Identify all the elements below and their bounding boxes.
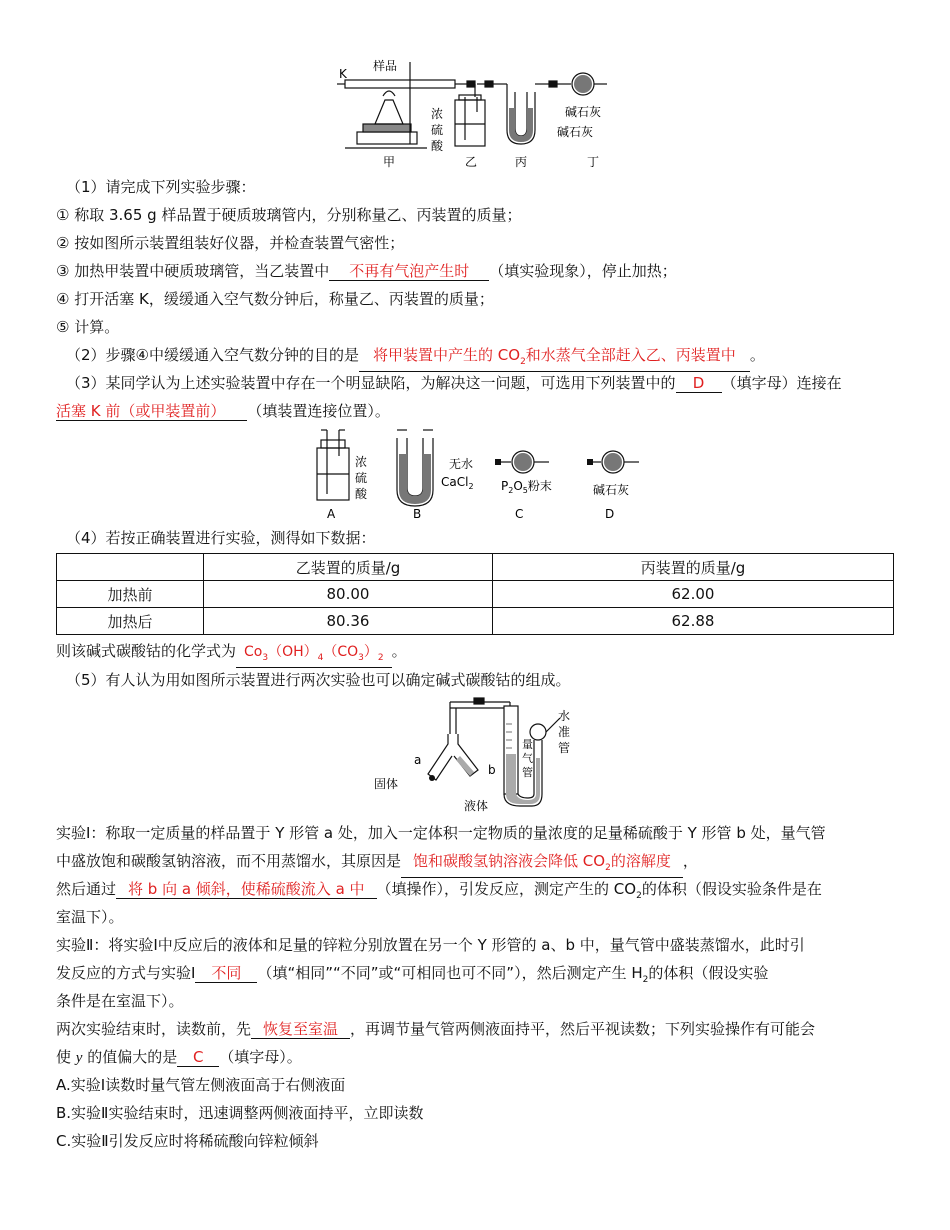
label-soda-lime-2: 碱石灰 <box>557 125 594 139</box>
exp1-l2-pre: 中盛放饱和碳酸氢钠溶液，而不用蒸馏水，其原因是 <box>56 852 402 870</box>
table-cell: 62.00 <box>493 581 894 608</box>
fig2-d-label: 碱石灰 <box>593 483 630 497</box>
q4-formula-answer[interactable] <box>236 643 392 668</box>
table-header-cell: 乙装置的质量/g <box>204 554 493 581</box>
fig2-c-label-powder: 粉末 <box>527 479 552 493</box>
caption-bing: 丙 <box>515 155 528 169</box>
exp1-answer-1-b: 的溶解度 <box>610 852 671 870</box>
fig2-c-label-o: O <box>513 479 523 493</box>
fig2-a-label-2: 硫 <box>355 471 368 485</box>
formula-oh: （OH） <box>268 644 318 660</box>
final-line-2 <box>56 1047 302 1068</box>
mass-data-table <box>56 553 894 635</box>
exp1-line-4: 室温下）。 <box>56 908 124 926</box>
q3-pre: （3）某同学认为上述实验装置中存在一个明显缺陷，为解决这一问题，可选用下列装置中的 <box>66 374 676 392</box>
option-a: A.实验Ⅰ读数时量气管左侧液面高于右侧液面 <box>56 1076 346 1094</box>
caption-ding: 丁 <box>587 155 600 169</box>
exp2-l2-mid: （填“相同”“不同”或“可相同也可不同”），然后测定产生 H <box>257 964 643 982</box>
q5-heading: （5）有人认为用如图所示装置进行两次实验也可以确定碱式碳酸钴的组成。 <box>66 671 571 689</box>
q3-answer-2[interactable]: 活塞 K 前（或甲装置前） <box>56 402 247 421</box>
fig3-label-level-3: 管 <box>558 741 571 755</box>
exp1-line-2 <box>56 851 698 878</box>
final-answer-2[interactable]: C <box>177 1048 219 1067</box>
q2-line <box>66 345 765 372</box>
formula-close: ） <box>363 644 378 660</box>
final-l1-post: ，再调节量气管两侧液面持平，然后平视读数；下列实验操作有可能会 <box>350 1020 816 1038</box>
fig2-a-label-3: 酸 <box>355 487 368 501</box>
final-line-1 <box>56 1019 815 1039</box>
q3-mid: （填字母）连接在 <box>721 374 842 392</box>
fig2-caption-b: B <box>413 507 422 521</box>
fig2-caption-a: A <box>327 507 336 521</box>
fig3-label-solid: 固体 <box>374 777 399 791</box>
label-k: K <box>339 67 347 81</box>
table-header-cell: 丙装置的质量/g <box>493 554 894 581</box>
q4-formula-line <box>56 641 407 668</box>
formula-sub-3: 3 <box>358 652 364 663</box>
fig2-a-label-1: 浓 <box>355 455 368 469</box>
q2-answer-b: 和水蒸气全部赶入乙、丙装置中 <box>525 346 736 364</box>
fig2-caption-d: D <box>605 507 615 521</box>
exp2-line-1: 实验Ⅱ：将实验Ⅰ中反应后的液体和足量的锌粒分别放置在另一个 Y 形管的 a、b 中，量气管中盛装蒸馏水，此时引 <box>56 936 805 954</box>
q3-post: （填装置连接位置）。 <box>247 402 390 420</box>
exp1-l3-post: 的体积（假设实验条件是在 <box>641 880 822 898</box>
q1-step-3-pre: ③ 加热甲装置中硬质玻璃管，当乙装置中 <box>56 262 330 280</box>
exp1-l3-sub: 2 <box>636 891 642 901</box>
label-sample: 样品 <box>373 59 398 73</box>
fig2-b-label-1: 无水 <box>449 457 474 471</box>
option-c: C.实验Ⅱ引发反应时将稀硫酸向锌粒倾斜 <box>56 1132 319 1150</box>
final-variable-y: y <box>75 1050 83 1066</box>
fig2-c-label <box>501 478 552 495</box>
fig2-c-label-sub-2: 5 <box>522 486 528 495</box>
table-cell: 80.00 <box>204 581 493 608</box>
fig3-label-liquid: 液体 <box>464 799 489 813</box>
formula-sub-1: 3 <box>262 652 269 663</box>
label-soda-lime-1: 碱石灰 <box>565 105 602 119</box>
q1-step-5: ⑤ 计算。 <box>56 318 120 336</box>
formula-sub-2: 4 <box>317 652 324 663</box>
exp2-l2-pre: 发反应的方式与实验Ⅰ <box>56 964 196 982</box>
fig3-label-level-1: 水 <box>558 709 571 723</box>
fig3-label-b: b <box>488 763 496 777</box>
fig2-b-label-2-sub: 2 <box>468 482 474 491</box>
table-row <box>57 608 894 635</box>
q3-line-2 <box>56 401 390 421</box>
caption-jia: 甲 <box>383 155 396 169</box>
fig2-c-label-p: P <box>501 479 509 493</box>
q1-heading: （1）请完成下列实验步骤： <box>66 178 256 196</box>
table-header-row <box>57 554 894 581</box>
exp1-l3-pre: 然后通过 <box>56 880 117 898</box>
exp1-l2-post: ， <box>682 852 698 870</box>
exp1-answer-1-sub: 2 <box>605 863 611 873</box>
apparatus-figure-2 <box>305 426 645 522</box>
q2-pre: （2）步骤④中缓缓通入空气数分钟的目的是 <box>66 346 359 364</box>
fig3-label-gas-1: 量 <box>522 738 533 751</box>
fig2-b-label-2 <box>441 475 474 491</box>
q1-step-4: ④ 打开活塞 K，缓缓通入空气数分钟后，称量乙、丙装置的质量； <box>56 290 494 308</box>
exp1-l3-mid: （填操作），引发反应，测定产生的 CO <box>376 880 637 898</box>
fig3-label-level-2: 准 <box>558 725 571 739</box>
final-l2-mid: 的值偏大的是 <box>82 1048 178 1066</box>
apparatus-figure-3 <box>370 694 590 816</box>
table-header-cell <box>57 554 204 581</box>
formula-co: Co <box>244 644 263 660</box>
final-l1-pre: 两次实验结束时，读数前，先 <box>56 1020 252 1038</box>
q1-step-2: ② 按如图所示装置组装好仪器，并检查装置气密性； <box>56 234 405 252</box>
exp1-line-3 <box>56 879 822 906</box>
table-row <box>57 581 894 608</box>
q1-step-3 <box>56 261 677 281</box>
q1-step-1: ① 称取 3.65 g 样品置于硬质玻璃管内，分别称量乙、丙装置的质量； <box>56 206 522 224</box>
table-cell: 加热后 <box>57 608 204 635</box>
table-cell: 80.36 <box>204 608 493 635</box>
final-answer-1[interactable]: 恢复至室温 <box>251 1020 350 1039</box>
label-acid-2: 硫 <box>431 123 444 137</box>
q2-answer[interactable] <box>359 346 750 372</box>
table-cell: 加热前 <box>57 581 204 608</box>
apparatus-figure-1 <box>335 52 625 172</box>
exp2-answer[interactable]: 不同 <box>195 964 257 983</box>
formula-sub-4: 2 <box>377 652 384 663</box>
exp2-line-3: 条件是在室温下）。 <box>56 992 184 1010</box>
formula-co3: （CO <box>323 644 359 660</box>
fig2-caption-c: C <box>515 507 524 521</box>
exp2-l2-post: 的体积（假设实验 <box>648 964 769 982</box>
fig3-label-a: a <box>414 753 422 767</box>
q3-line-1 <box>66 373 842 393</box>
fig3-label-gas-2: 气 <box>522 752 533 765</box>
fig2-c-label-sub-1: 2 <box>508 486 514 495</box>
option-b: B.实验Ⅱ实验结束时，迅速调整两侧液面持平，立即读数 <box>56 1104 424 1122</box>
exp2-l2-sub: 2 <box>642 975 649 985</box>
exp1-answer-1-a: 饱和碳酸氢钠溶液会降低 CO <box>413 852 606 870</box>
label-acid-1: 浓 <box>431 107 444 121</box>
q3-answer-1[interactable]: D <box>676 374 722 393</box>
q4-heading: （4）若按正确装置进行实验，测得如下数据： <box>66 529 376 547</box>
exp1-answer-1[interactable] <box>401 852 683 878</box>
exp1-answer-2[interactable]: 将 b 向 a 倾斜，使稀硫酸流入 a 中 <box>116 880 377 899</box>
fig2-b-label-2-main: CaCl <box>441 475 469 489</box>
q4-formula-post: 。 <box>391 642 407 660</box>
q1-step-3-answer[interactable]: 不再有气泡产生时 <box>329 262 489 281</box>
q1-step-3-post: （填实验现象），停止加热； <box>489 262 677 280</box>
final-l2-pre: 使 <box>56 1048 76 1066</box>
final-l2-post: （填字母）。 <box>219 1048 302 1066</box>
table-cell: 62.88 <box>493 608 894 635</box>
q2-answer-sub: 2 <box>520 357 526 367</box>
q2-answer-a: 将甲装置中产生的 CO <box>373 346 521 364</box>
fig3-label-gas-3: 管 <box>522 766 533 779</box>
exp2-line-2 <box>56 963 768 990</box>
label-acid-3: 酸 <box>431 139 444 153</box>
q4-formula-pre: 则该碱式碳酸钴的化学式为 <box>56 642 237 660</box>
q2-post: 。 <box>749 346 765 364</box>
caption-yi: 乙 <box>465 155 478 169</box>
exp1-line-1: 实验Ⅰ：称取一定质量的样品置于 Y 形管 a 处，加入一定体积一定物质的量浓度的足量稀硫酸于 Y 形管 b 处，量气管 <box>56 824 826 842</box>
